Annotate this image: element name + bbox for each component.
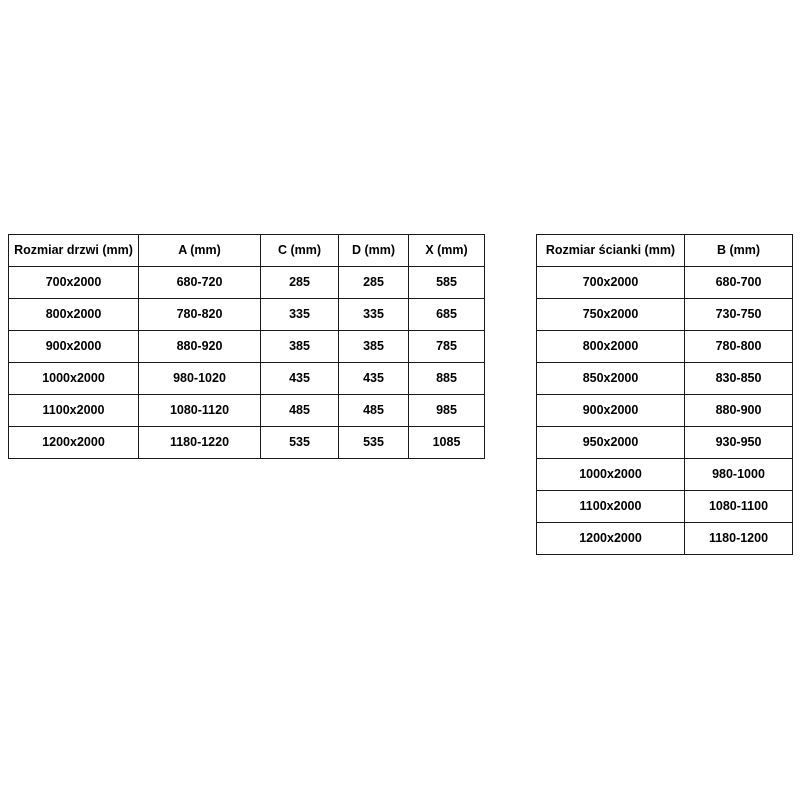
table-row [9,427,485,459]
cell-c: 535 [261,427,339,459]
table-row [537,459,793,491]
cell-door-size: 1000x2000 [9,363,139,395]
cell-door-size: 900x2000 [9,331,139,363]
wall-size-table [536,234,793,555]
cell-x: 685 [409,299,485,331]
table-header-row [9,235,485,267]
table-header-row [537,235,793,267]
cell-a: 780-820 [139,299,261,331]
cell-a: 680-720 [139,267,261,299]
table-row [537,395,793,427]
cell-x: 585 [409,267,485,299]
table-row [537,331,793,363]
table-row [9,363,485,395]
cell-x: 885 [409,363,485,395]
cell-x: 785 [409,331,485,363]
cell-wall-size: 800x2000 [537,331,685,363]
cell-a: 980-1020 [139,363,261,395]
cell-b: 1080-1100 [685,491,793,523]
door-size-table [8,234,485,459]
cell-wall-size: 1000x2000 [537,459,685,491]
table-row [537,523,793,555]
cell-d: 385 [339,331,409,363]
cell-a: 1080-1120 [139,395,261,427]
column-header-x: X (mm) [409,235,485,267]
cell-b: 980-1000 [685,459,793,491]
cell-wall-size: 700x2000 [537,267,685,299]
cell-b: 680-700 [685,267,793,299]
cell-b: 830-850 [685,363,793,395]
cell-d: 285 [339,267,409,299]
cell-d: 335 [339,299,409,331]
cell-c: 435 [261,363,339,395]
column-header-d: D (mm) [339,235,409,267]
column-header-wall-size: Rozmiar ścianki (mm) [537,235,685,267]
cell-b: 930-950 [685,427,793,459]
cell-door-size: 800x2000 [9,299,139,331]
cell-c: 485 [261,395,339,427]
cell-d: 535 [339,427,409,459]
table-row [9,267,485,299]
column-header-a: A (mm) [139,235,261,267]
cell-d: 435 [339,363,409,395]
cell-door-size: 700x2000 [9,267,139,299]
table-row [9,331,485,363]
table-row [9,395,485,427]
cell-a: 880-920 [139,331,261,363]
cell-b: 780-800 [685,331,793,363]
table-row [537,267,793,299]
cell-b: 730-750 [685,299,793,331]
cell-x: 1085 [409,427,485,459]
cell-x: 985 [409,395,485,427]
table-row [537,427,793,459]
table-row [537,491,793,523]
table-row [537,299,793,331]
cell-c: 335 [261,299,339,331]
cell-door-size: 1100x2000 [9,395,139,427]
column-header-c: C (mm) [261,235,339,267]
cell-wall-size: 850x2000 [537,363,685,395]
cell-wall-size: 1100x2000 [537,491,685,523]
cell-b: 1180-1200 [685,523,793,555]
cell-wall-size: 900x2000 [537,395,685,427]
column-header-b: B (mm) [685,235,793,267]
cell-d: 485 [339,395,409,427]
cell-b: 880-900 [685,395,793,427]
table-row [9,299,485,331]
cell-c: 285 [261,267,339,299]
column-header-door-size: Rozmiar drzwi (mm) [9,235,139,267]
cell-wall-size: 950x2000 [537,427,685,459]
cell-door-size: 1200x2000 [9,427,139,459]
cell-c: 385 [261,331,339,363]
table-row [537,363,793,395]
cell-wall-size: 1200x2000 [537,523,685,555]
cell-wall-size: 750x2000 [537,299,685,331]
cell-a: 1180-1220 [139,427,261,459]
